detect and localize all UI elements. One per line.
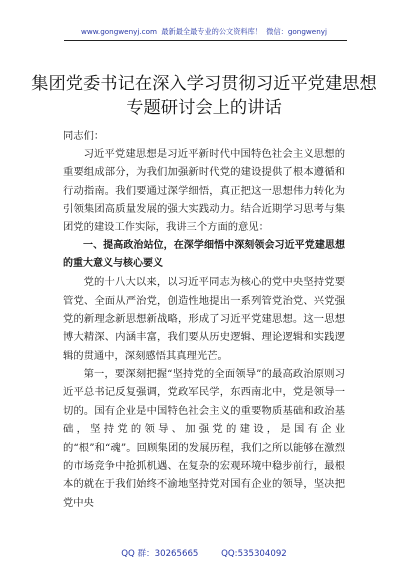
paragraph-point-1: 第一，要深刻把握“坚持党的全面领导”的最高政治原则习近平总书记反复强调，党政军民学，东西南北中，党是领导一切的。国有企业是中国特色社会主义的重要物质基础和政治基础，坚持党的领导、加强党的建设，是国有企业的“根”和“魂”。回顾集团的发展历程，我们之所以能够在激烈的市场竞争中抢抓机遇、在复杂的宏观环境中稳步前行，最根本的就在于我们始终不渝地坚持党对国有企业的领导，坚决把党中央 [63,368,345,509]
page-header [0,27,408,37]
paragraph-intro: 习近平党建思想是习近平新时代中国特色社会主义思想的重要组成部分，为我们加强新时代党的建设提供了根本遵循和行动指南。我们要通过深学细悟，真正把这一思想伟力转化为引领集团高质量发展的强大实践动力。结合近期学习思考与集团党的建设工作实际，我讲三个方面的意见： [63,148,345,234]
paragraph-background: 党的十八大以来，以习近平同志为核心的党中央坚持党要管党、全面从严治党，创造性地提出一系列管党治党、兴党强党的新理念新思想新战略，形成了习近平党建思想。这一思想博大精深、内涵丰富，我们要从历史逻辑、理论逻辑和实践逻辑的贯通中，深刻感悟其真理光芒。 [63,276,345,362]
footer-qq-group: QQ 群：30265665 [121,549,199,559]
footer-qq: QQ:535304092 [221,549,287,559]
header-wechat: 微信：gongwenyj [266,27,328,36]
greeting: 同志们： [63,130,105,142]
section-heading-1: 一、提高政治站位，在深学细悟中深刻领会习近平党建思想的重大意义与核心要义 [63,239,345,270]
document-title-line-1: 集团党委书记在深入学习贯彻习近平党建思想 [31,74,377,94]
header-site-link[interactable]: www.gongwenyj.com [80,27,158,36]
document-body [63,145,345,512]
page-footer [0,547,408,559]
document-title-line-2: 专题研讨会上的讲话 [126,98,282,118]
header-slogan: 最新最全最专业的公文资料库！ [161,27,262,36]
header-divider [64,40,347,41]
